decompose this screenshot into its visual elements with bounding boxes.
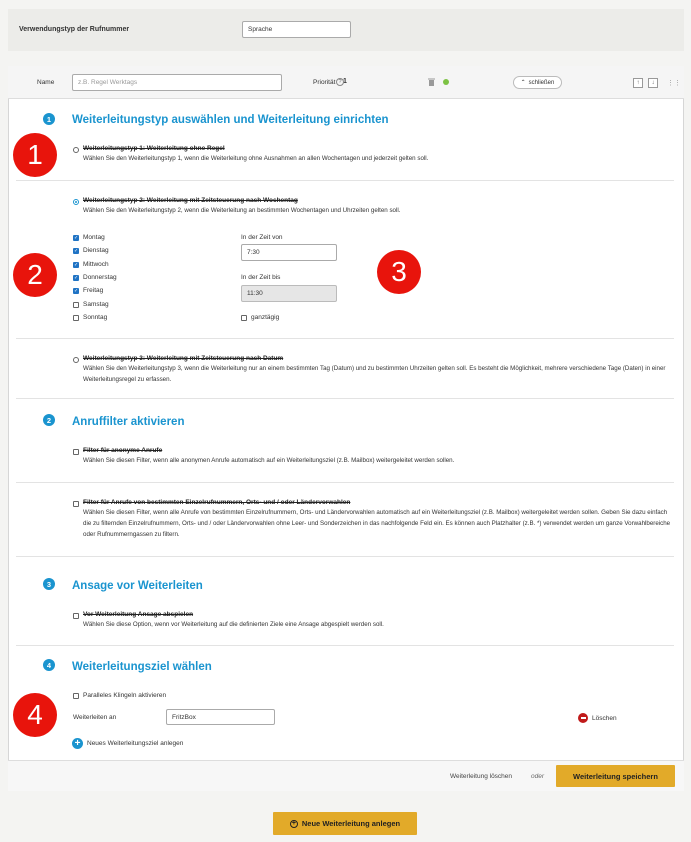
- annotation-badge-4: 4: [13, 693, 57, 737]
- time-from-label: In der Zeit von: [241, 234, 283, 241]
- forward-target-select[interactable]: FritzBox: [166, 709, 275, 725]
- type1-title: Weiterleitungstyp 1: Weiterleitung ohne Regel: [83, 145, 225, 152]
- divider: [16, 338, 674, 339]
- close-button[interactable]: [513, 76, 562, 89]
- weekday-label: Samstag: [83, 300, 109, 308]
- weekday-checkbox[interactable]: ✓: [74, 248, 79, 255]
- type2-desc: Wählen Sie den Weiterleitungstyp 2, wenn die Weiterleitung an bestimmten Wochentagen und Uhrzeiten gelten soll.: [83, 207, 401, 214]
- type2-radio[interactable]: [73, 199, 79, 205]
- weekday-checkbox[interactable]: ✓: [74, 274, 79, 281]
- new-rule-label: Neue Weiterleitung anlegen: [301, 819, 401, 828]
- section-title-3: Ansage vor Weiterleiten: [72, 580, 203, 592]
- move-down-button[interactable]: ↓: [648, 78, 658, 88]
- annotation-badge-3: 3: [377, 250, 421, 294]
- weekday-label: Freitag: [83, 287, 104, 295]
- trash-icon[interactable]: [428, 78, 435, 86]
- divider: [16, 398, 674, 399]
- divider: [16, 482, 674, 483]
- weekday-label: Dienstag: [83, 247, 109, 255]
- allday-label: ganztägig: [251, 314, 280, 321]
- anon-filter-title: Filter für anonyme Anrufe: [83, 447, 163, 454]
- delete-rule-link[interactable]: Weiterleitung löschen: [450, 773, 513, 780]
- number-filter-title: Filter für Anrufe von bestimmten Einzelrufnummern, Orts- und / oder Ländervorwahlen: [83, 499, 351, 506]
- weekday-label: Montag: [83, 234, 105, 241]
- announcement-desc: Wählen Sie diese Option, wenn vor Weiterleitung auf die definierten Ziele eine Ansage abgespielt werden soll.: [83, 621, 384, 628]
- divider: [16, 556, 674, 557]
- section-title-2: Anruffilter aktivieren: [72, 416, 185, 428]
- type1-radio[interactable]: [73, 147, 79, 153]
- weekday-checkbox[interactable]: ✓: [74, 235, 79, 241]
- divider: [16, 645, 674, 646]
- name-label: Name: [37, 79, 55, 86]
- weekday-label: Mittwoch: [83, 260, 109, 268]
- section-number-1: 1: [43, 113, 55, 125]
- section-number-4: 4: [43, 659, 55, 671]
- move-up-button[interactable]: ↑: [633, 78, 643, 88]
- weekday-checkbox[interactable]: [73, 315, 79, 321]
- section-title-1: Weiterleitungstyp auswählen und Weiterleitung einrichten: [72, 114, 389, 126]
- section-number-3: 3: [43, 578, 55, 590]
- close-label: schließen: [528, 79, 555, 86]
- section-title-4: Weiterleitungsziel wählen: [72, 661, 212, 673]
- add-target-icon[interactable]: +: [72, 738, 83, 749]
- delete-target-icon[interactable]: [578, 713, 588, 723]
- weekday-label: Donnerstag: [83, 273, 117, 281]
- annotation-badge-1: 1: [13, 133, 57, 177]
- add-target-label[interactable]: Neues Weiterleitungsziel anlegen: [87, 740, 184, 747]
- forward-to-label: Weiterleiten an: [73, 714, 117, 721]
- type3-radio[interactable]: [73, 357, 79, 363]
- announcement-title: Vor Weiterleitung Ansage abspielen: [83, 611, 194, 618]
- allday-checkbox[interactable]: [241, 315, 247, 321]
- parallel-ring-checkbox[interactable]: [73, 693, 79, 699]
- usage-type-select[interactable]: Sprache: [242, 21, 351, 38]
- weekday-checkbox[interactable]: ✓: [74, 261, 79, 268]
- save-rule-button[interactable]: Weiterleitung speichern: [556, 765, 675, 787]
- type3-desc: Wählen Sie den Weiterleitungstyp 3, wenn die Weiterleitung nur an einem bestimmten Tag (Datum) und zu bestimmten Uhrzeiten gelten soll. Es besteht die Möglichkeit, mehrere verschiedene Tage (Daten) in einer Weiterleitungsregel zu erfassen.: [83, 365, 666, 383]
- type2-title: Weiterleitungstyp 2: Weiterleitung mit Zeitsteuerung nach Wochentag: [83, 197, 298, 204]
- type1-desc: Wählen Sie den Weiterleitungstyp 1, wenn die Weiterleitung ohne Ausnahmen an allen Wochentagen und jederzeit gelten soll.: [83, 155, 429, 162]
- or-text: oder: [531, 773, 545, 780]
- plus-circle-icon: +: [291, 820, 296, 827]
- weekday-label: Sonntag: [83, 313, 108, 321]
- help-icon[interactable]: ?: [336, 78, 344, 86]
- weekday-checkbox[interactable]: ✓: [74, 288, 79, 295]
- anon-filter-checkbox[interactable]: [73, 449, 79, 455]
- anon-filter-desc: Wählen Sie diesen Filter, wenn alle anonymen Anrufe automatisch auf ein Weiterleitungsziel (z.B. Mailbox) weitergeleitet werden sollen.: [83, 457, 455, 464]
- drag-handle-icon[interactable]: ⋮⋮: [667, 80, 681, 87]
- time-to-input[interactable]: 11:30: [241, 285, 337, 302]
- type3-title: Weiterleitungstyp 3: Weiterleitung mit Zeitsteuerung nach Datum: [83, 355, 284, 362]
- rule-panel: [8, 66, 684, 791]
- status-dot: [443, 79, 449, 85]
- chevron-up-icon: ⌃: [520, 80, 526, 86]
- time-to-label: In der Zeit bis: [241, 274, 281, 281]
- number-filter-desc: Wählen Sie diesen Filter, wenn alle Anrufe von bestimmten Einzelrufnummern, Orts- und Ländervorwahlen automatisch auf ein Weiterleitungsziel (z.B. Mailbox) weitergeleitet werden sollen. Geben Sie dazu einfach die zu filternden Einzelrufnummern, Orts- und / oder Ländervorwahlen ohne Leer- und Sonderzeichen in das nachfolgende Feld ein. Es können auch Platzhalter (z.B. *) verwendet werden um ganze Vorwahlbereiche oder Rufnummerngassen zu filtern.: [83, 509, 671, 538]
- announcement-checkbox[interactable]: [73, 613, 79, 619]
- name-input[interactable]: z.B. Regel Werktags: [72, 74, 282, 91]
- annotation-badge-2: 2: [13, 253, 57, 297]
- time-from-input[interactable]: 7:30: [241, 244, 337, 261]
- number-filter-checkbox[interactable]: [73, 501, 79, 507]
- priority-value[interactable]: 1: [343, 78, 347, 85]
- weekday-checkbox[interactable]: [73, 302, 79, 308]
- divider: [16, 180, 674, 181]
- section-number-2: 2: [43, 414, 55, 426]
- parallel-ring-label: Paralleles Klingeln aktivieren: [83, 692, 167, 699]
- priority-label: Priorität: [313, 79, 336, 86]
- delete-target-label[interactable]: Löschen: [592, 715, 617, 722]
- new-rule-button[interactable]: [273, 812, 417, 835]
- usage-type-label: Verwendungstyp der Rufnummer: [19, 26, 130, 33]
